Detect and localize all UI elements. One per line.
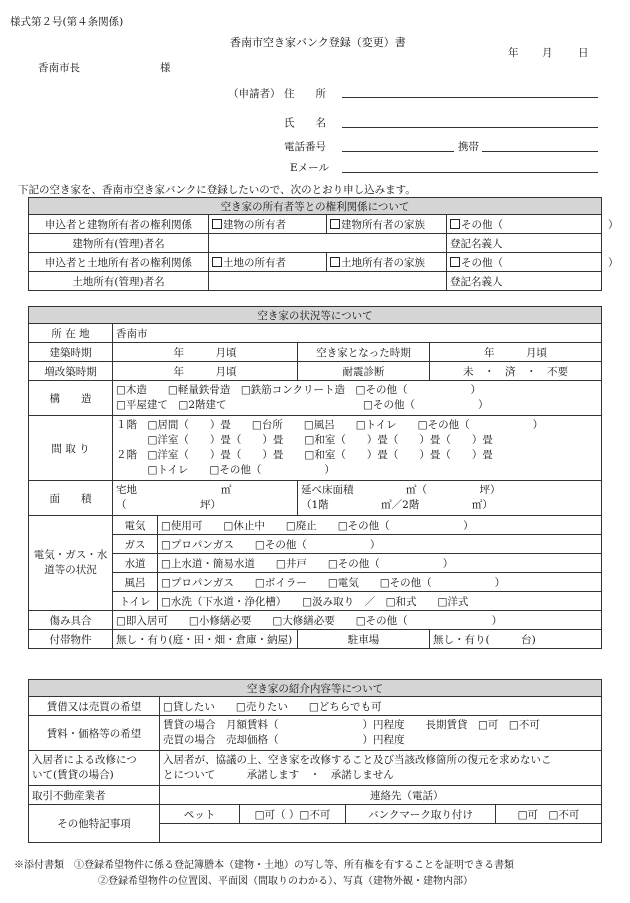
structure-options[interactable]: □木造 □軽量鉄骨造 □鉄筋コンクリート造 □その他（ ） □平屋建て □2階建て □その他（ ） [113,381,602,416]
floor-area-field[interactable]: 延べ床面積 ㎡（ 坪） （1階 ㎡／2階 ㎡） [298,481,602,516]
toilet-label: トイレ [113,592,158,611]
land-area-field[interactable]: 宅地 ㎡ （ 坪） [113,481,298,516]
fixtures-field[interactable]: 無し・有り(庭・田・畑・倉庫・納屋) [113,630,298,649]
introduction-table [28,679,602,843]
attachment-note-2: ②登録希望物件の位置図、平面図（間取りのわかる）、写真（建物外観・建物内部） [98,876,473,887]
utilities-label: 電気・ガス・水道等の状況 [29,516,113,611]
water-options[interactable]: □上水道・簡易水道 □井戸 □その他（ ） [158,554,602,573]
email-field[interactable] [342,172,598,173]
damage-label: 傷み具合 [29,611,113,630]
built-period-field[interactable]: 年 月頃 [113,343,298,362]
lease-sale-options[interactable]: □貸したい □売りたい □どちらでも可 [160,697,602,716]
pet-options[interactable]: □可（ ）□不可 [240,805,346,824]
land-owner-name-field[interactable] [209,272,447,291]
date-month-label: 月 [542,47,553,59]
address-field[interactable] [342,97,598,98]
building-owner-name-field[interactable] [209,234,447,253]
land-owner-family-option[interactable]: 土地所有者の家族 [327,253,447,272]
tenant-repair-consent[interactable]: 入居者が、協議の上、空き家を改修すること及び当該改修箇所の復元を求めないこ とについて 承諾します ・ 承諾しません [160,751,602,786]
building-registered-holder[interactable]: 登記名義人 [447,234,602,253]
form-number: 様式第２号(第４条関係) [10,16,124,28]
attachment-note-1: ※添付書類 ①登録希望物件に係る登記簿謄本（建物・土地）の写し等、所有権を有することを証明できる書類 [14,860,514,871]
status-section-title: 空き家の状況等について [29,307,602,324]
floor-plan-options[interactable]: １階 □居間（ ）畳 □台所 □風呂 □トイレ □その他（ ） □洋室（ ）畳（ ）畳 □和室（ ）畳（ ）畳（ ）畳 ２階 □洋室（ ）畳（ ）畳 □和室（ ）畳（ ）畳（ ）畳 □トイレ □その他（ ） [113,416,602,481]
addressee-honorific: 様 [160,62,171,74]
vacant-since-label: 空き家となった時期 [298,343,430,362]
date-year-label: 年 [508,47,519,59]
ownership-table [28,197,619,291]
parking-label: 駐車場 [298,630,430,649]
checkbox[interactable] [330,219,340,229]
renovation-period-field[interactable]: 年 月頃 [113,362,298,381]
building-owner-option[interactable]: 建物の所有者 [209,215,327,234]
gas-options[interactable]: □プロパンガス □その他（ ） [158,535,602,554]
vacant-since-field[interactable]: 年 月頃 [430,343,602,362]
location-label: 所 在 地 [29,324,113,343]
land-registered-holder[interactable]: 登記名義人 [447,272,602,291]
phone-label: 電話番号 [284,141,326,153]
building-owner-name-label: 建物所有(管理)者名 [29,234,209,253]
building-relation-label: 申込者と建物所有者の権利関係 [29,215,209,234]
other-notes-field[interactable] [160,824,602,843]
building-other-option[interactable]: その他（ ） [447,215,602,234]
renovation-period-label: 増改築時期 [29,362,113,381]
property-status-table [28,306,602,649]
location-field[interactable]: 香南市 [113,324,602,343]
email-label: Eメール [290,162,329,174]
mobile-field[interactable] [482,151,598,152]
bath-label: 風呂 [113,573,158,592]
other-notes-label: その他特記事項 [29,805,160,843]
floor-plan-label: 間 取 り [29,416,113,481]
checkbox[interactable] [212,219,222,229]
phone-field[interactable] [342,151,454,152]
pet-label: ペット [160,805,240,824]
addressee: 香南市長 [38,62,80,74]
fixtures-label: 付帯物件 [29,630,113,649]
area-label: 面 積 [29,481,113,516]
bank-mark-options[interactable]: □可 □不可 [496,805,602,824]
land-owner-name-label: 土地所有(管理)者名 [29,272,209,291]
tenant-repair-label: 入居者による改修につ いて(賃貸の場合) [29,751,160,786]
price-fields[interactable]: 賃貸の場合 月額賃料（ ）円程度 長期賃貸 □可 □不可 売買の場合 売却価格（ ）円程度 [160,716,602,751]
applicant-label: （申請者） [228,88,281,100]
ownership-section-title: 空き家の所有者等との権利関係について [29,198,602,215]
real-estate-agent-label: 取引不動産業者 [29,786,160,805]
name-label: 氏 名 [284,117,326,129]
introduction-section-title: 空き家の紹介内容等について [29,680,602,697]
electricity-label: 電気 [113,516,158,535]
land-relation-label: 申込者と土地所有者の権利関係 [29,253,209,272]
checkbox[interactable] [450,257,460,267]
checkbox[interactable] [212,257,222,267]
seismic-check-field[interactable]: 未 ・ 済 ・ 不要 [430,362,602,381]
parking-field[interactable]: 無し・有り( 台) [430,630,602,649]
water-label: 水道 [113,554,158,573]
bank-mark-label: バンクマーク取り付け [346,805,496,824]
structure-label: 構 造 [29,381,113,416]
form-title: 香南市空き家バンク登録（変更）書 [230,36,406,49]
land-other-option[interactable]: その他（ ） [447,253,602,272]
checkbox[interactable] [330,257,340,267]
bath-options[interactable]: □プロパンガス □ボイラー □電気 □その他（ ） [158,573,602,592]
land-owner-option[interactable]: 土地の所有者 [209,253,327,272]
damage-options[interactable]: □即入居可 □小修繕必要 □大修繕必要 □その他（ ） [113,611,602,630]
agent-contact-field[interactable]: 連絡先（電話） [160,786,602,805]
name-field[interactable] [342,127,598,128]
lease-sale-label: 賃借又は売買の希望 [29,697,160,716]
gas-label: ガス [113,535,158,554]
electricity-options[interactable]: □使用可 □休止中 □廃止 □その他（ ） [158,516,602,535]
toilet-options[interactable]: □水洗（下水道・浄化槽） □汲み取り ／ □和式 □洋式 [158,592,602,611]
intro-text: 下記の空き家を、香南市空き家バンクに登録したいので、次のとおり申し込みます。 [18,184,416,196]
seismic-check-label: 耐震診断 [298,362,430,381]
built-period-label: 建築時期 [29,343,113,362]
mobile-label: 携帯 [458,141,479,153]
date-day-label: 日 [578,47,589,59]
address-label: 住 所 [284,88,326,100]
price-label: 賃料・価格等の希望 [29,716,160,751]
checkbox[interactable] [450,219,460,229]
building-owner-family-option[interactable]: 建物所有者の家族 [327,215,447,234]
